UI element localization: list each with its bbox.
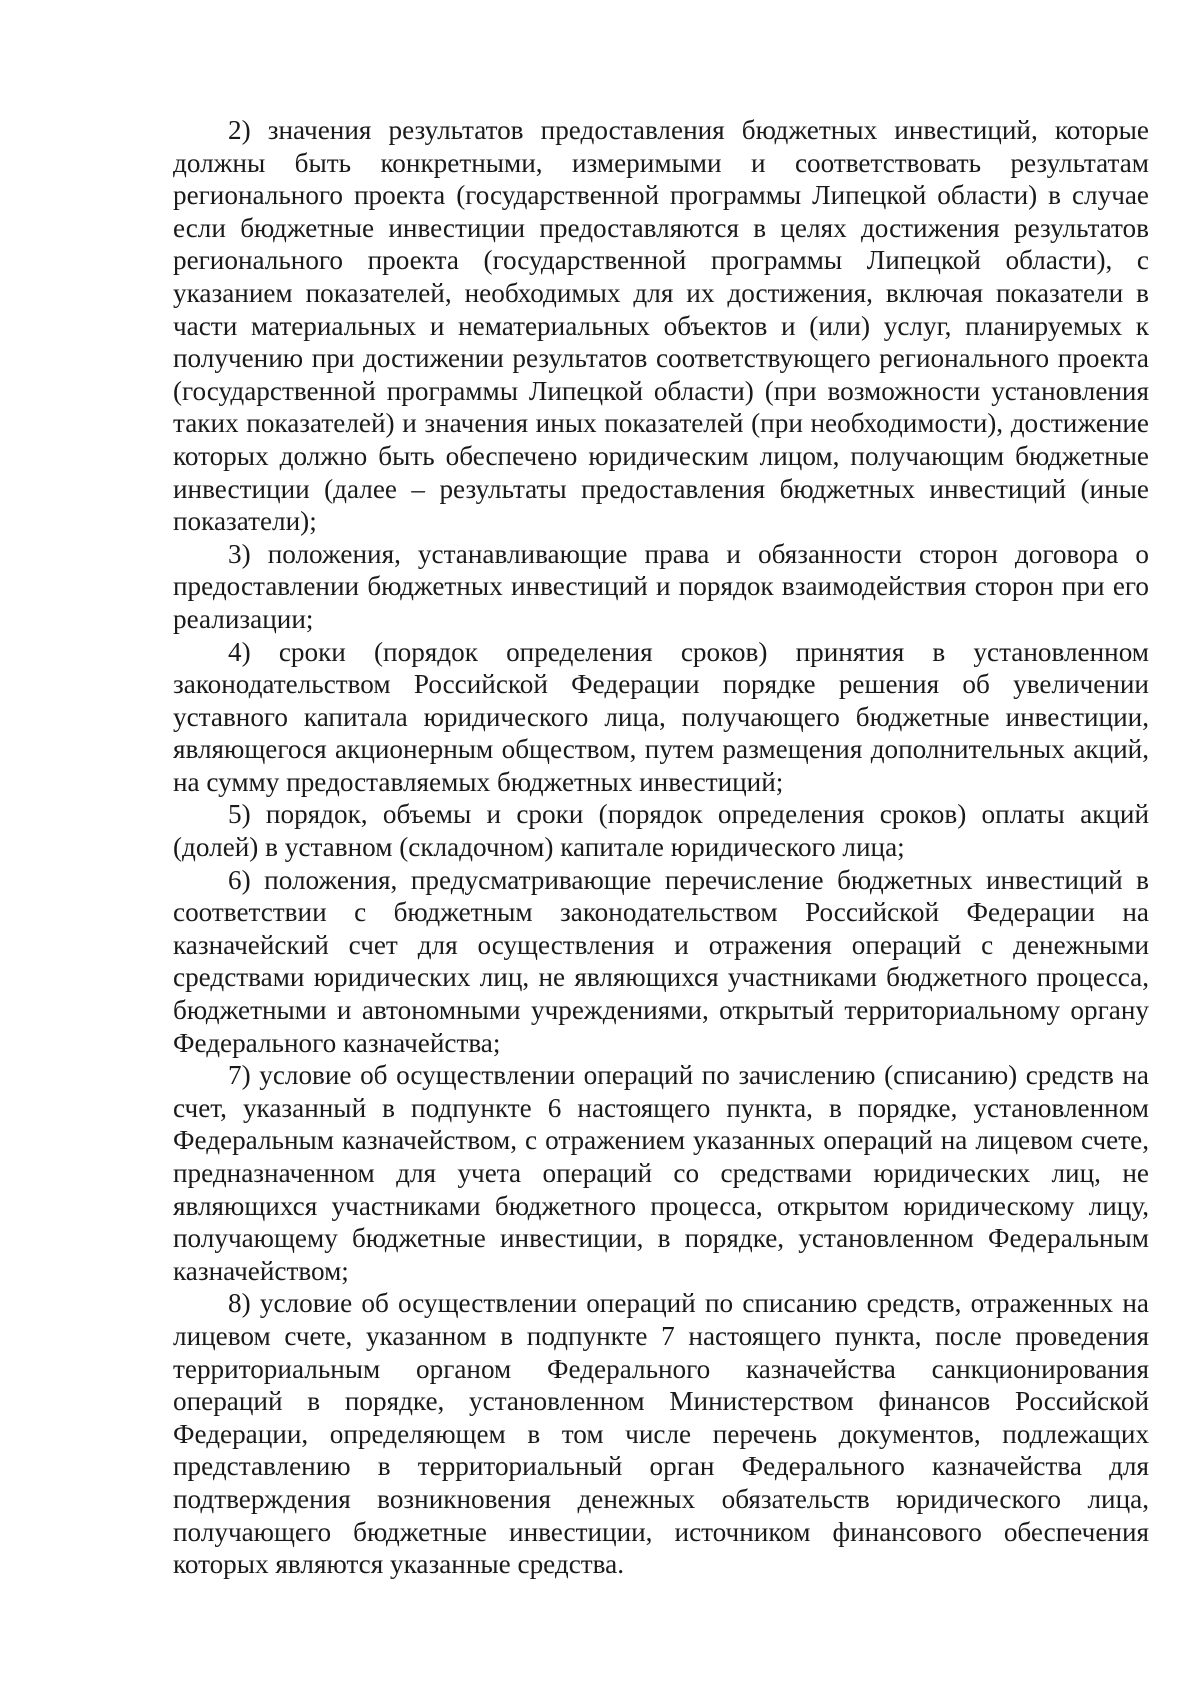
paragraph-item-6: 6) положения, предусматривающие перечисление бюджетных инвестиций в соответствии с бюджетным законодательством Российской Федерации на казначейский счет для осуществления и отражения операций с денежными средствами юридических лиц, не являющихся участниками бюджетного процесса, бюджетными и автономными учреждениями, открытый территориальному органу Федерального казначейства; [173, 864, 1149, 1058]
paragraph-item-7: 7) условие об осуществлении операций по зачислению (списанию) средств на счет, указанный в подпункте 6 настоящего пункта, в порядке, установленном Федеральным казначейством, с отражением указанных операций на лицевом счете, предназначенном для учета операций со средствами юридических лиц, не являющихся участниками бюджетного процесса, открытом юридическому лицу, получающему бюджетные инвестиции, в порядке, установленном Федеральным казначейством; [173, 1060, 1149, 1286]
paragraph-item-2: 2) значения результатов предоставления бюджетных инвестиций, которые должны быть конкретными, измеримыми и соответствовать результатам регионального проекта (государственной программы Липецкой области) в случае если бюджетные инвестиции предоставляются в целях достижения результатов регионального проекта (государственной программы Липецкой области), с указанием показателей, необходимых для их достижения, включая показатели в части материальных и нематериальных объектов и (или) услуг, планируемых к получению при достижении результатов соответствующего регионального проекта (государственной программы Липецкой области) (при возможности установления таких показателей) и значения иных показателей (при необходимости), достижение которых должно быть обеспечено юридическим лицом, получающим бюджетные инвестиции (далее – результаты предоставления бюджетных инвестиций (иные показатели); [173, 115, 1149, 537]
paragraph-item-8: 8) условие об осуществлении операций по списанию средств, отраженных на лицевом счете, указанном в подпункте 7 настоящего пункта, после проведения территориальным органом Федерального казначейства санкционирования операций в порядке, установленном Министерством финансов Российской Федерации, определяющем в том числе перечень документов, подлежащих представлению в территориальный орган Федерального казначейства для подтверждения возникновения денежных обязательств юридического лица, получающего бюджетные инвестиции, источником финансового обеспечения которых являются указанные средства. [173, 1288, 1149, 1580]
document-body [173, 114, 1149, 1581]
paragraph-item-3: 3) положения, устанавливающие права и обязанности сторон договора о предоставлении бюджетных инвестиций и порядок взаимодействия сторон при его реализации; [173, 538, 1149, 634]
paragraph-item-4: 4) сроки (порядок определения сроков) принятия в установленном законодательством Российской Федерации порядке решения об увеличении уставного капитала юридического лица, получающего бюджетные инвестиции, являющегося акционерным обществом, путем размещения дополнительных акций, на сумму предоставляемых бюджетных инвестиций; [173, 636, 1149, 797]
paragraph-item-5: 5) порядок, объемы и сроки (порядок определения сроков) оплаты акций (долей) в уставном (складочном) капитале юридического лица; [173, 799, 1149, 863]
